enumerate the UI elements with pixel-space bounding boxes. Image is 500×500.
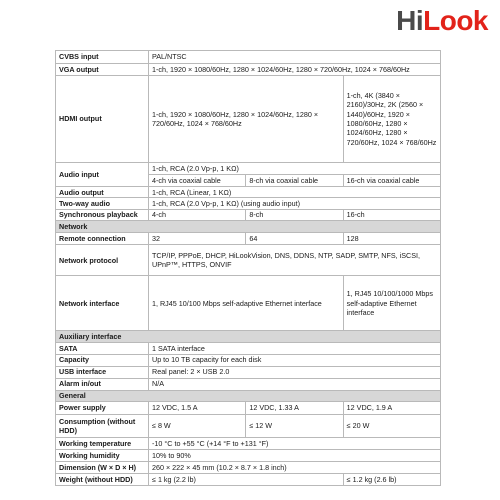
row-label: Alarm in/out <box>56 378 149 390</box>
spec-row-working-temperature <box>56 438 441 450</box>
row-value-b: 8-ch via coaxial cable <box>246 175 343 187</box>
spec-row-power-supply <box>56 402 441 415</box>
spec-row-capacity <box>56 354 441 366</box>
row-label: Dimension (W × D × H) <box>56 462 149 474</box>
spec-row-remote-connection <box>56 233 441 245</box>
row-value: PAL/NTSC <box>149 51 441 64</box>
spec-row-sata <box>56 343 441 354</box>
spec-row-network-interface <box>56 276 441 331</box>
row-value-c: 16-ch via coaxial cable <box>343 175 440 187</box>
row-label: Capacity <box>56 354 149 366</box>
row-value: 1 SATA interface <box>149 343 441 354</box>
row-label: Audio output <box>56 187 149 198</box>
row-label: CVBS input <box>56 51 149 64</box>
row-label: Network interface <box>56 276 149 331</box>
row-value: Up to 10 TB capacity for each disk <box>149 354 441 366</box>
row-label: SATA <box>56 343 149 354</box>
spec-row-usb-interface <box>56 366 441 378</box>
spec-row-hdmi <box>56 76 441 163</box>
row-value: 1-ch, 1920 × 1080/60Hz, 1280 × 1024/60Hz, 1280 × 720/60Hz, 1024 × 768/60Hz <box>149 64 441 76</box>
logo-text-hi: Hi <box>396 5 424 36</box>
row-value: 260 × 222 × 45 mm (10.2 × 8.7 × 1.8 inch) <box>149 462 441 474</box>
row-value-b: ≤ 1.2 kg (2.6 lb) <box>343 474 440 486</box>
row-value-a: ≤ 8 W <box>149 415 246 438</box>
row-label: Working humidity <box>56 450 149 462</box>
row-value: 1-ch, RCA (2.0 Vp-p, 1 KΩ) <box>149 163 441 175</box>
section-general <box>56 390 441 401</box>
spec-row-network-protocol <box>56 245 441 276</box>
row-value: 1-ch, RCA (Linear, 1 KΩ) <box>149 187 441 198</box>
row-value-b: 64 <box>246 233 343 245</box>
spec-row-working-humidity <box>56 450 441 462</box>
row-value: N/A <box>149 378 441 390</box>
spec-row-sync-playback <box>56 209 441 220</box>
row-label: HDMI output <box>56 76 149 163</box>
section-auxiliary-interface <box>56 331 441 343</box>
spec-row-audio-output <box>56 187 441 198</box>
spec-row-audio-input <box>56 163 441 175</box>
row-value: 10% to 90% <box>149 450 441 462</box>
row-label: Power supply <box>56 402 149 415</box>
row-value-a: ≤ 1 kg (2.2 lb) <box>149 474 344 486</box>
row-value-b: 1, RJ45 10/100/1000 Mbps self-adaptive Ethernet interface <box>343 276 440 331</box>
row-value-b: 1-ch, 4K (3840 × 2160)/30Hz, 2K (2560 × 1440)/60Hz, 1920 × 1080/60Hz, 1280 × 1024/60Hz, 1280 × 720/60Hz, 1024 × 768/60Hz <box>343 76 440 163</box>
spec-row-consumption <box>56 415 441 438</box>
spec-row-vga <box>56 64 441 76</box>
row-value-a: 4-ch via coaxial cable <box>149 175 246 187</box>
row-label: Weight (without HDD) <box>56 474 149 486</box>
row-label: Synchronous playback <box>56 209 149 220</box>
logo-text-look: Look <box>423 5 488 36</box>
spec-row-weight <box>56 474 441 486</box>
row-label: Consumption (without HDD) <box>56 415 149 438</box>
row-value: 1-ch, RCA (2.0 Vp-p, 1 KΩ) (using audio input) <box>149 198 441 209</box>
row-label: Network protocol <box>56 245 149 276</box>
row-value-b: 12 VDC, 1.33 A <box>246 402 343 415</box>
section-title: Auxiliary interface <box>56 331 441 343</box>
row-value-b: 8-ch <box>246 209 343 220</box>
row-value-a: 32 <box>149 233 246 245</box>
row-label: VGA output <box>56 64 149 76</box>
row-value-a: 4-ch <box>149 209 246 220</box>
row-value-c: 128 <box>343 233 440 245</box>
spec-table <box>55 50 441 486</box>
row-label: Working temperature <box>56 438 149 450</box>
row-label: Remote connection <box>56 233 149 245</box>
row-label: Audio input <box>56 163 149 187</box>
row-value-b: ≤ 12 W <box>246 415 343 438</box>
section-title: General <box>56 390 441 401</box>
row-value-c: 12 VDC, 1.9 A <box>343 402 440 415</box>
row-value: Real panel: 2 × USB 2.0 <box>149 366 441 378</box>
row-label: Two-way audio <box>56 198 149 209</box>
section-network <box>56 221 441 233</box>
spec-row-cvbs <box>56 51 441 64</box>
row-value-a: 1-ch, 1920 × 1080/60Hz, 1280 × 1024/60Hz, 1280 × 720/60Hz, 1024 × 768/60Hz <box>149 76 344 163</box>
row-value-c: 16-ch <box>343 209 440 220</box>
row-value: TCP/IP, PPPoE, DHCP, HiLookVision, DNS, DDNS, NTP, SADP, SMTP, NFS, iSCSI, UPnP™, HTTPS, ONVIF <box>149 245 441 276</box>
spec-row-dimension <box>56 462 441 474</box>
row-value-c: ≤ 20 W <box>343 415 440 438</box>
row-value: -10 °C to +55 °C (+14 °F to +131 °F) <box>149 438 441 450</box>
section-title: Network <box>56 221 441 233</box>
spec-row-alarm <box>56 378 441 390</box>
spec-row-two-way-audio <box>56 198 441 209</box>
hilook-logo <box>396 6 488 36</box>
row-label: USB interface <box>56 366 149 378</box>
row-value-a: 1, RJ45 10/100 Mbps self-adaptive Ethernet interface <box>149 276 344 331</box>
row-value-a: 12 VDC, 1.5 A <box>149 402 246 415</box>
